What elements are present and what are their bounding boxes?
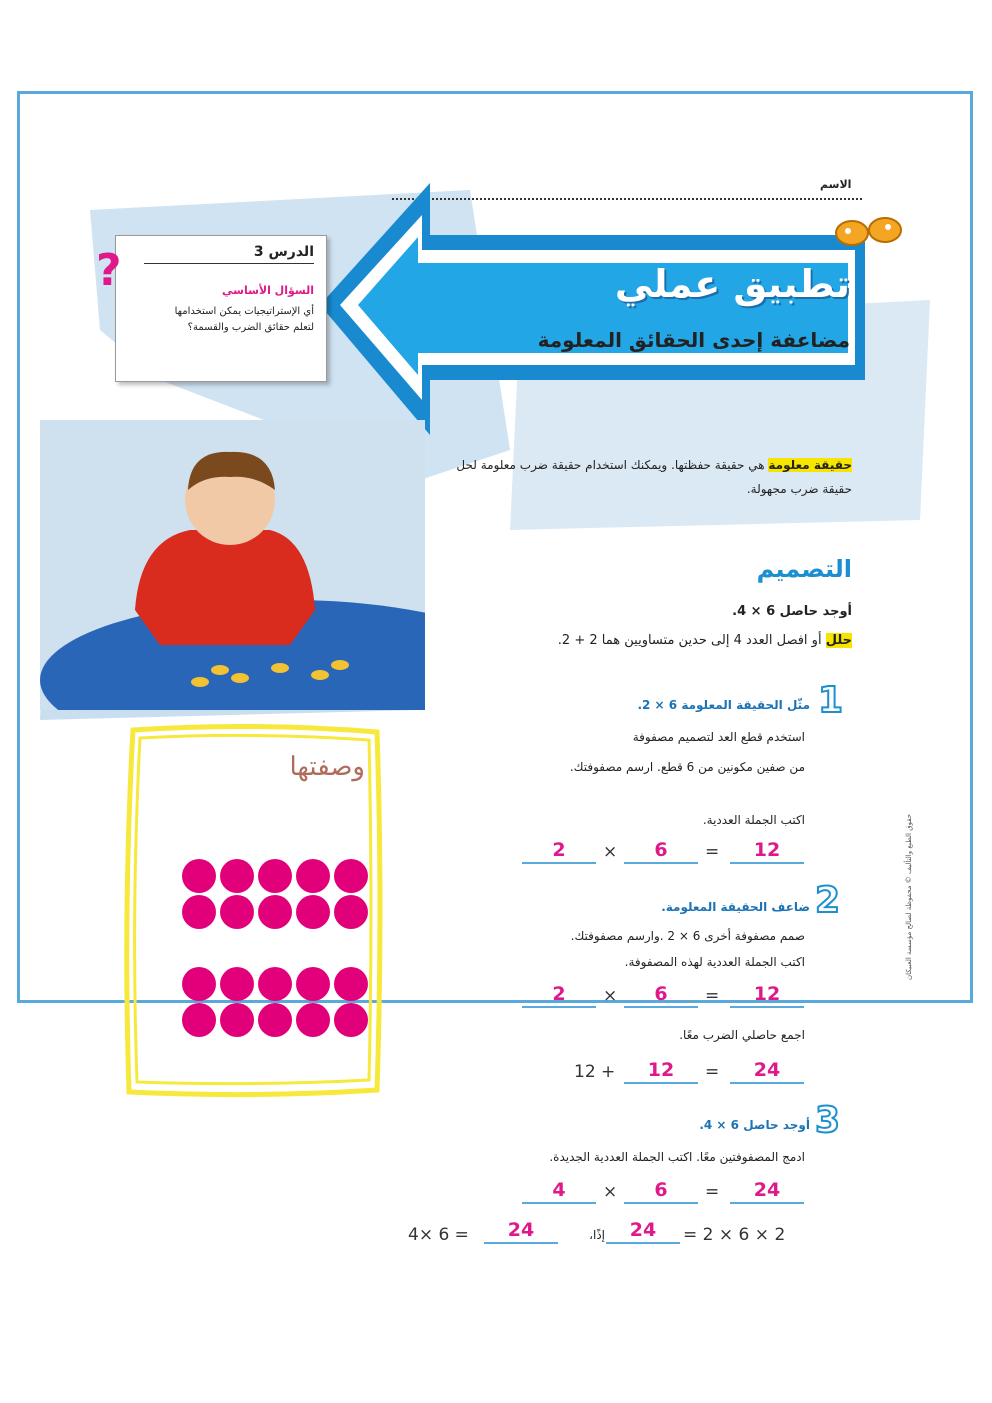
counter-dot [182,1003,216,1037]
counter-dot [334,1003,368,1037]
equals-sign: = [705,1182,720,1202]
lesson-label: الدرس 3 [144,244,314,264]
step-2-add-label: اجمع حاصلي الضرب معًا. [679,1028,805,1042]
step-3-answer-factor-b[interactable]: 4 [522,1178,596,1204]
counter-dot [182,895,216,929]
times-sign: × [603,1182,618,1202]
intro-paragraph [430,453,852,501]
step-2-answer-factor-a[interactable]: 6 [624,982,698,1008]
essential-question-text: أي الإستراتيجيات يمكن استخدامها لتعلم حقائق الضرب والقسمة؟ [174,306,314,333]
counter-dot [296,967,330,1001]
page-title: تطبيق عملي [614,262,850,306]
counter-dot [220,859,254,893]
step-2-answer-product[interactable]: 12 [730,982,804,1008]
counter-dot [220,895,254,929]
page-subtitle: مضاعفة إحدى الحقائق المعلومة [537,328,850,352]
counter-dot [182,967,216,1001]
copyright-sidebar: حقوق الطبع والتأليف © محفوظة لصالح مؤسسة العبيكان [905,813,913,980]
step-1-write-label: اكتب الجملة العددية. [702,813,805,827]
lesson-card [115,235,327,382]
decompose-text: أو افصل العدد 4 إلى حدين متساويين هما 2 + 2. [557,633,822,648]
counter-dot [296,1003,330,1037]
step-1-answer-product[interactable]: 12 [730,838,804,864]
step-2-answer-factor-b[interactable]: 2 [522,982,596,1008]
step-3-number: 3 [815,1100,841,1141]
counter-dot [296,859,330,893]
title-arrow-banner [320,175,880,455]
step-1-answer-factor-b[interactable]: 2 [522,838,596,864]
step-2-given-addend: 12 + [574,1062,616,1082]
final-therefore: إذًا، [589,1228,605,1242]
step-1-line-2: من صفين مكونين من 6 قطع. ارسم مصفوفتك. [569,760,805,774]
counter-dot [220,1003,254,1037]
counter-dot [334,967,368,1001]
decompose-line [420,633,852,648]
step-2-line-1: صمم مصفوفة أخرى 6 × 2 .وارسم مصفوفتك. [570,929,805,943]
step-1-number: 1 [818,680,844,721]
name-label: الاسم [820,178,852,191]
step-2-title: ضاعف الحقيقة المعلومة. [661,900,810,914]
counter-dot [334,859,368,893]
step-2-sum-answer[interactable]: 24 [730,1058,804,1084]
times-sign: × [603,986,618,1006]
final-answer-1[interactable]: 24 [606,1218,680,1244]
step-1-line-1: استخدم قطع العد لتصميم مصفوفة [632,730,805,744]
counter-dot [258,1003,292,1037]
counter-dot [220,967,254,1001]
intro-text: هي حقيقة حفظتها. ويمكنك استخدام حقيقة ضرب معلومة لحل حقيقة ضرب مجهولة. [456,458,852,496]
equals-sign: = [705,1062,720,1082]
step-1-title: مثّل الحقيقة المعلومة 6 × 2. [637,698,810,712]
step-2-addend-answer[interactable]: 12 [624,1058,698,1084]
equals-sign: = [705,842,720,862]
essential-question-label: السؤال الأساسي [222,284,314,297]
counter-dot [258,895,292,929]
step-2-number: 2 [815,880,841,921]
counter-dot [258,859,292,893]
step-3-answer-factor-a[interactable]: 6 [624,1178,698,1204]
step-3-line-1: ادمج المصفوفتين معًا. اكتب الجملة العددية الجديدة. [549,1150,805,1164]
question-mark-icon: ? [96,245,122,296]
final-left-expression: 2 × 6 × 2 = [683,1225,786,1245]
equals-sign: = [705,986,720,1006]
step-3-title: أوجد حاصل 6 × 4. [699,1118,810,1132]
counter-dot [258,967,292,1001]
hands-icon [830,205,910,255]
counter-dot [296,895,330,929]
step-2-line-2: اكتب الجملة العددية لهذه المصفوفة. [624,955,805,969]
design-task: أوجد حاصل 6 × 4. [732,604,852,619]
step-3-answer-product[interactable]: 24 [730,1178,804,1204]
final-answer-2[interactable]: 24 [484,1218,558,1244]
boy-photo [40,420,425,710]
counter-dot [334,895,368,929]
known-fact-term: حقيقة معلومة [768,458,852,472]
step-1-answer-factor-a[interactable]: 6 [624,838,698,864]
design-section-title: التصميم [756,555,852,583]
times-sign: × [603,842,618,862]
handwritten-note: وصفتها [289,752,365,782]
decompose-term: حلل [825,633,852,648]
final-right-expression: 4× 6 = [408,1225,469,1245]
counter-dot [182,859,216,893]
